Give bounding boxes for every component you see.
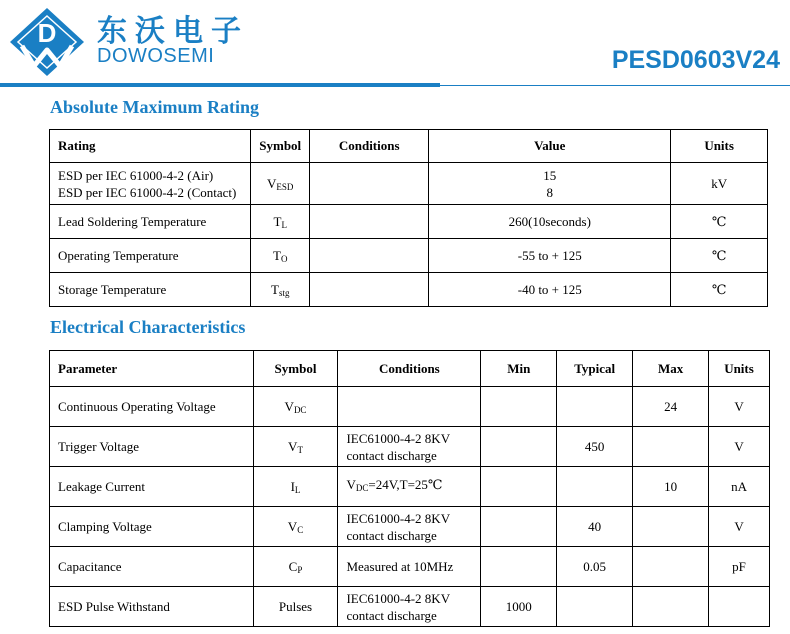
column-header: Rating bbox=[50, 130, 251, 163]
symbol-cell: $V_T$ bbox=[253, 427, 338, 467]
typical-cell: 0.05 bbox=[557, 547, 633, 587]
parameter-cell: Clamping Voltage bbox=[50, 507, 254, 547]
table-row bbox=[50, 273, 768, 307]
symbol-cell: Pulses bbox=[253, 587, 338, 627]
header-rule-thin bbox=[440, 85, 790, 86]
units-cell: V bbox=[709, 427, 770, 467]
logo-letter: D bbox=[37, 18, 57, 48]
units-cell: pF bbox=[709, 547, 770, 587]
min-cell bbox=[481, 467, 557, 507]
min-cell bbox=[481, 387, 557, 427]
conditions-cell: IEC61000-4-2 8KV contact discharge bbox=[338, 587, 481, 627]
value-cell: -40 to + 125 bbox=[429, 273, 671, 307]
units-cell: nA bbox=[709, 467, 770, 507]
typical-cell: 450 bbox=[557, 427, 633, 467]
table-row bbox=[50, 427, 770, 467]
column-header: Symbol bbox=[251, 130, 310, 163]
min-cell bbox=[481, 507, 557, 547]
typical-cell: 40 bbox=[557, 507, 633, 547]
units-cell: kV bbox=[671, 163, 768, 205]
conditions-cell: IEC61000-4-2 8KV contact discharge bbox=[338, 427, 481, 467]
conditions-cell bbox=[310, 205, 429, 239]
parameter-cell: Continuous Operating Voltage bbox=[50, 387, 254, 427]
min-cell bbox=[481, 547, 557, 587]
max-cell bbox=[633, 427, 709, 467]
column-header: Min bbox=[481, 351, 557, 387]
max-cell: 10 bbox=[633, 467, 709, 507]
conditions-cell: $V_{DC}=24V,T=25℃$ bbox=[338, 467, 481, 507]
column-header: Parameter bbox=[50, 351, 254, 387]
parameter-cell: Trigger Voltage bbox=[50, 427, 254, 467]
section-title-absolute-max: Absolute Maximum Rating bbox=[50, 97, 260, 117]
symbol-cell: $T_O$ bbox=[251, 239, 310, 273]
units-cell: ℃ bbox=[671, 273, 768, 307]
column-header: Units bbox=[709, 351, 770, 387]
column-header: Typical bbox=[557, 351, 633, 387]
table-row bbox=[50, 507, 770, 547]
symbol-cell: $T_{stg}$ bbox=[251, 273, 310, 307]
part-number: PESD0603V24 bbox=[611, 46, 780, 74]
symbol-cell: $T_L$ bbox=[251, 205, 310, 239]
typical-cell bbox=[557, 387, 633, 427]
table-row bbox=[50, 387, 770, 427]
symbol-cell: $C_P$ bbox=[253, 547, 338, 587]
symbol-cell: $V_{DC}$ bbox=[253, 387, 338, 427]
max-cell bbox=[633, 507, 709, 547]
min-cell: 1000 bbox=[481, 587, 557, 627]
parameter-cell: Leakage Current bbox=[50, 467, 254, 507]
rating-cell: Operating Temperature bbox=[50, 239, 251, 273]
max-cell: 24 bbox=[633, 387, 709, 427]
header-rule-thick bbox=[0, 83, 440, 87]
column-header: Units bbox=[671, 130, 768, 163]
absolute-max-table bbox=[49, 129, 768, 307]
max-cell bbox=[633, 587, 709, 627]
conditions-cell bbox=[310, 163, 429, 205]
symbol-cell: $I_L$ bbox=[253, 467, 338, 507]
min-cell bbox=[481, 427, 557, 467]
conditions-cell: IEC61000-4-2 8KV contact discharge bbox=[338, 507, 481, 547]
value-cell: 15 8 bbox=[429, 163, 671, 205]
column-header: Symbol bbox=[253, 351, 338, 387]
table-row bbox=[50, 163, 768, 205]
conditions-cell: Measured at 10MHz bbox=[338, 547, 481, 587]
value-cell: -55 to + 125 bbox=[429, 239, 671, 273]
symbol-cell: $V_C$ bbox=[253, 507, 338, 547]
table-row bbox=[50, 587, 770, 627]
electrical-characteristics-table bbox=[49, 350, 770, 627]
page-header bbox=[0, 0, 790, 90]
section-title-electrical: Electrical Characteristics bbox=[50, 317, 246, 337]
column-header: Value bbox=[429, 130, 671, 163]
typical-cell bbox=[557, 587, 633, 627]
units-cell: ℃ bbox=[671, 239, 768, 273]
conditions-cell bbox=[338, 387, 481, 427]
table-row bbox=[50, 547, 770, 587]
rating-cell: ESD per IEC 61000-4-2 (Air) ESD per IEC 61000-4-2 (Contact) bbox=[50, 163, 251, 205]
table-header-row bbox=[50, 130, 768, 163]
units-cell: ℃ bbox=[671, 205, 768, 239]
rating-cell: Lead Soldering Temperature bbox=[50, 205, 251, 239]
parameter-cell: Capacitance bbox=[50, 547, 254, 587]
rating-cell: Storage Temperature bbox=[50, 273, 251, 307]
units-cell bbox=[709, 587, 770, 627]
brand-name-english: DOWOSEMI bbox=[97, 45, 215, 67]
conditions-cell bbox=[310, 239, 429, 273]
value-cell: 260(10seconds) bbox=[429, 205, 671, 239]
table-row bbox=[50, 239, 768, 273]
units-cell: V bbox=[709, 387, 770, 427]
brand-name-chinese: 东沃电子 bbox=[97, 14, 249, 49]
column-header: Conditions bbox=[310, 130, 429, 163]
table-row bbox=[50, 205, 768, 239]
table-row bbox=[50, 467, 770, 507]
typical-cell bbox=[557, 467, 633, 507]
column-header: Conditions bbox=[338, 351, 481, 387]
conditions-cell bbox=[310, 273, 429, 307]
units-cell: V bbox=[709, 507, 770, 547]
max-cell bbox=[633, 547, 709, 587]
table-header-row bbox=[50, 351, 770, 387]
parameter-cell: ESD Pulse Withstand bbox=[50, 587, 254, 627]
symbol-cell: $V_{ESD}$ bbox=[251, 163, 310, 205]
dowosemi-logo-icon bbox=[8, 6, 86, 78]
column-header: Max bbox=[633, 351, 709, 387]
